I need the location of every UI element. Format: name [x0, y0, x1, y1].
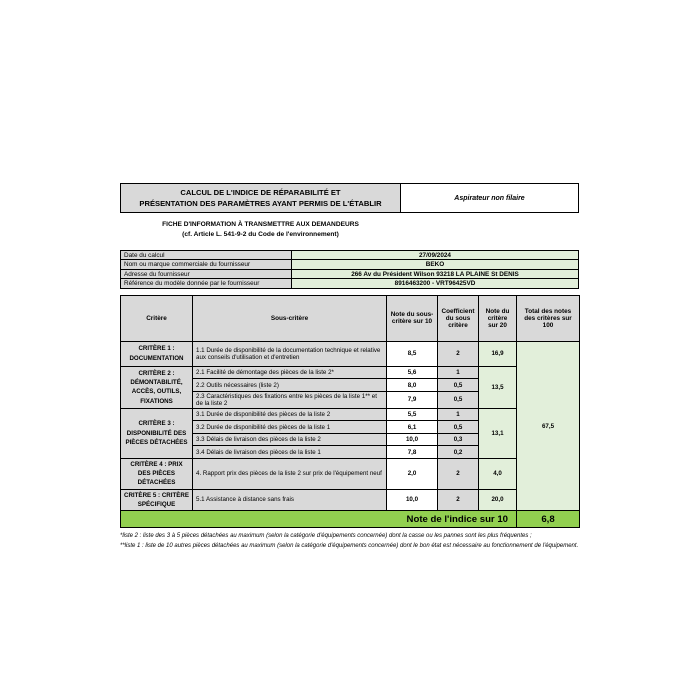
sous-critere-3-2: 3.2 Durée de disponibilité des pièces de la liste 1 [193, 421, 387, 434]
coeff-5-1: 2 [438, 489, 479, 511]
critere-2-name: CRITÈRE 2 : DÉMONTABILITÉ, ACCÈS, OUTILS, FIXATIONS [121, 366, 193, 408]
product-category: Aspirateur non filaire [401, 183, 579, 213]
table-row [121, 489, 580, 511]
critere-5-name: CRITÈRE 5 : CRITÈRE SPÉCIFIQUE [121, 489, 193, 511]
criteria-table [120, 295, 580, 528]
info-label-date: Date du calcul [121, 250, 292, 260]
score-3-3: 10,0 [387, 433, 438, 446]
col-header-sous-critere: Sous-critère [193, 295, 387, 341]
coeff-3-4: 0,2 [438, 446, 479, 459]
footnote-liste-1: **liste 1 : liste de 10 autres pièces détachées au maximum (selon la catégorie d'équipements concernée) dont le bon état est nécessaire au fonctionnement de l'équipement. [120, 542, 579, 549]
critere-4-name: CRITÈRE 4 : PRIX DES PIÈCES DÉTACHÉES [121, 458, 193, 489]
note20-critere-4: 4,0 [479, 458, 517, 489]
note20-critere-2: 13,5 [479, 366, 517, 408]
info-row-brand [121, 260, 579, 270]
coeff-3-3: 0,3 [438, 433, 479, 446]
repairability-sheet [120, 183, 579, 551]
document-header [120, 183, 579, 213]
sous-critere-3-4: 3.4 Délais de livraison des pièces de la liste 1 [193, 446, 387, 459]
note20-critere-5: 20,0 [479, 489, 517, 511]
table-row [121, 341, 580, 366]
col-header-total: Total des notes des critères sur 100 [517, 295, 580, 341]
coeff-2-3: 0,5 [438, 391, 479, 408]
document-title-line1: CALCUL DE L'INDICE DE RÉPARABILITÉ ET [180, 188, 341, 197]
document-subtitle [120, 220, 401, 240]
sous-critere-2-3: 2.3 Caractéristiques des fixations entre les pièces de la liste 1** et de la liste 2 [193, 391, 387, 408]
table-row [121, 458, 580, 489]
document-title-line2: PRÉSENTATION DES PARAMÈTRES AYANT PERMIS DE L'ÉTABLIR [139, 199, 382, 208]
coeff-1-1: 2 [438, 341, 479, 366]
score-2-2: 8,0 [387, 379, 438, 392]
note20-critere-3: 13,1 [479, 408, 517, 458]
score-3-1: 5,5 [387, 408, 438, 421]
subtitle-line1: FICHE D'INFORMATION À TRANSMETTRE AUX DEMANDEURS [162, 221, 359, 228]
index-row [121, 511, 580, 528]
table-row [121, 408, 580, 421]
criteria-table-header-row [121, 295, 580, 341]
sous-critere-2-1: 2.1 Facilité de démontage des pièces de la liste 2* [193, 366, 387, 379]
sous-critere-2-2: 2.2 Outils nécessaires (liste 2) [193, 379, 387, 392]
subtitle-line2: (cf. Article L. 541-9-2 du Code de l'environnement) [182, 230, 339, 238]
score-4: 2,0 [387, 458, 438, 489]
sous-critere-3-3: 3.3 Délais de livraison des pièces de la liste 2 [193, 433, 387, 446]
sous-critere-4: 4. Rapport prix des pièces de la liste 2 sur prix de l'équipement neuf [193, 458, 387, 489]
footnote-liste-2: *liste 2 : liste des 3 à 5 pièces détachées au maximum (selon la catégorie d'équipements concernée) dont la casse ou les pannes sont les plus fréquentes ; [120, 533, 532, 540]
info-value-reference: 8916463200 - VRT96425VD [292, 279, 579, 289]
score-5-1: 10,0 [387, 489, 438, 511]
coeff-3-2: 0,5 [438, 421, 479, 434]
info-value-address: 266 Av du Président Wilson 93218 LA PLAINE St DENIS [292, 269, 579, 279]
footnotes [120, 532, 579, 551]
critere-3-name: CRITÈRE 3 : DISPONIBILITÉ DES PIÈCES DÉTACHÉES [121, 408, 193, 458]
col-header-coefficient: Coefficient du sous critère [438, 295, 479, 341]
coeff-3-1: 1 [438, 408, 479, 421]
coeff-2-1: 1 [438, 366, 479, 379]
info-label-brand: Nom ou marque commerciale du fournisseur [121, 260, 292, 270]
info-value-brand: BEKO [292, 260, 579, 270]
coeff-4: 2 [438, 458, 479, 489]
info-value-date: 27/09/2024 [292, 250, 579, 260]
critere-1-name: CRITÈRE 1 : DOCUMENTATION [121, 341, 193, 366]
col-header-note-critere: Note du critère sur 20 [479, 295, 517, 341]
sous-critere-1-1: 1.1 Durée de disponibilité de la documentation technique et relative aux conseils d'utilisation et d'entretien [193, 341, 387, 366]
total-notes-100: 67,5 [517, 341, 580, 510]
col-header-critere: Critère [121, 295, 193, 341]
score-3-4: 7,8 [387, 446, 438, 459]
info-row-address [121, 269, 579, 279]
score-2-3: 7,9 [387, 391, 438, 408]
note20-critere-1: 16,9 [479, 341, 517, 366]
info-row-date [121, 250, 579, 260]
document-title [120, 183, 401, 213]
score-1-1: 8,5 [387, 341, 438, 366]
col-header-note-sous-critere: Note du sous-critère sur 10 [387, 295, 438, 341]
sous-critere-3-1: 3.1 Durée de disponibilité des pièces de la liste 2 [193, 408, 387, 421]
info-label-reference: Référence du modèle donnée par le fournisseur [121, 279, 292, 289]
index-label: Note de l'indice sur 10 [121, 511, 517, 528]
score-3-2: 6,1 [387, 421, 438, 434]
table-row [121, 366, 580, 379]
info-label-address: Adresse du fournisseur [121, 269, 292, 279]
info-row-reference [121, 279, 579, 289]
score-2-1: 5,6 [387, 366, 438, 379]
sous-critere-5-1: 5.1 Assistance à distance sans frais [193, 489, 387, 511]
index-value: 6,8 [517, 511, 580, 528]
supplier-info-table [120, 250, 579, 289]
coeff-2-2: 0,5 [438, 379, 479, 392]
